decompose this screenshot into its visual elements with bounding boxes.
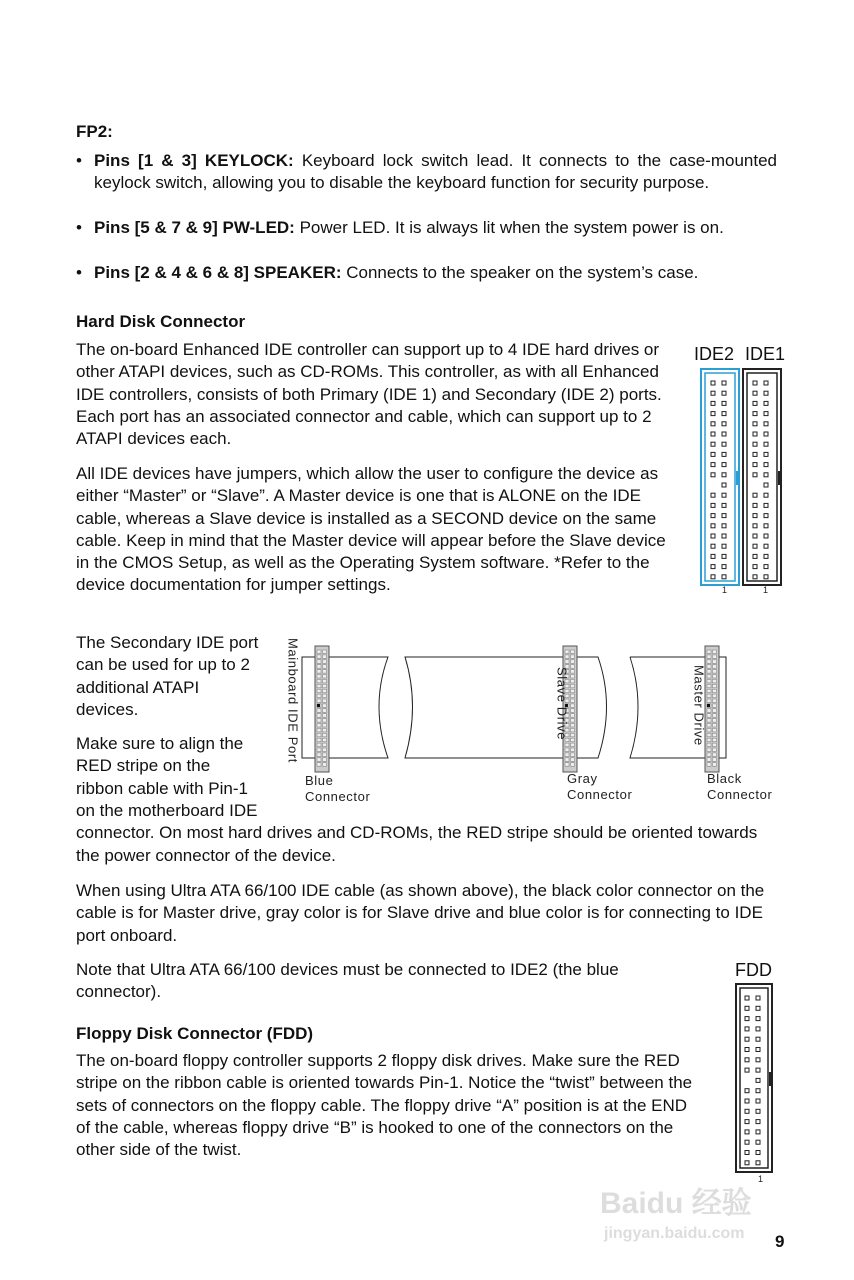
connector-pin: [571, 748, 575, 752]
pin: [756, 1048, 760, 1052]
connector-pin: [565, 655, 569, 659]
pin: [711, 575, 715, 579]
pin: [745, 1140, 749, 1144]
pin: [745, 1068, 749, 1072]
pin: [756, 1099, 760, 1103]
pin: [711, 514, 715, 518]
pin: [753, 452, 757, 456]
connector-pin: [323, 758, 327, 762]
connector-pin: [713, 660, 717, 664]
connector-inner: [705, 373, 735, 581]
pin: [764, 401, 768, 405]
connector-pin: [323, 704, 327, 708]
pin: [711, 534, 715, 538]
pin: [764, 432, 768, 436]
pin: [756, 1006, 760, 1010]
connector-pin: [323, 699, 327, 703]
ide1-connector: [743, 369, 781, 585]
connector-pin: [565, 650, 569, 654]
connector-inner: [747, 373, 777, 581]
pin: [722, 493, 726, 497]
pin: [753, 514, 757, 518]
connector-pin: [713, 704, 717, 708]
pin: [711, 432, 715, 436]
connector-pin: [323, 670, 327, 674]
pin: [722, 575, 726, 579]
connector-pin: [707, 650, 711, 654]
hdd-paragraph-2: All IDE devices have jumpers, which allow the user to configure the device as either “Master” or “Slave”. A Master device is one that is ALONE on the IDE cable, whereas a Slave device is installed as a SECOND device on the same cable. Keep in mind that the Master device will appear before the Slave device in the CMOS Setup, as well as the Operating System software. *Refer to the device documentation for jumper settings.: [76, 464, 666, 595]
connector-pin: [317, 733, 321, 737]
pin: [711, 381, 715, 385]
connector-pin: [707, 748, 711, 752]
connector-pin: [323, 724, 327, 728]
pin: [722, 514, 726, 518]
pin: [722, 544, 726, 548]
ide-connectors-diagram: [697, 366, 787, 598]
pin: [711, 463, 715, 467]
pin: [711, 452, 715, 456]
baidu-watermark-logo: [600, 1189, 752, 1219]
watermark-url: jingyan.baidu.com: [604, 1225, 745, 1242]
pin: [753, 412, 757, 416]
pin: [753, 575, 757, 579]
pin: [711, 544, 715, 548]
pin: [756, 1058, 760, 1062]
connector-pin: [323, 753, 327, 757]
pin: [722, 391, 726, 395]
connector-pin: [713, 753, 717, 757]
pin: [711, 391, 715, 395]
pin: [711, 422, 715, 426]
pin: [753, 503, 757, 507]
fdd-label: FDD: [735, 960, 772, 980]
label-line: Connector: [707, 787, 773, 802]
gray-connector-label: [567, 771, 632, 803]
pin: [722, 452, 726, 456]
pin: [756, 1027, 760, 1031]
pin: [753, 381, 757, 385]
connector-pin: [571, 758, 575, 762]
connector-inner: [740, 988, 768, 1168]
fdd-connector-diagram: [734, 982, 776, 1174]
connector-outer: [743, 369, 781, 585]
watermark-cn: 经验: [691, 1187, 752, 1220]
pin: [745, 1151, 749, 1155]
pin: [764, 514, 768, 518]
connector-pin: [323, 655, 327, 659]
pin: [745, 1161, 749, 1165]
pin: [711, 493, 715, 497]
pin: [756, 1078, 760, 1082]
connector-pin: [713, 694, 717, 698]
connector-pin: [565, 748, 569, 752]
pin: [722, 503, 726, 507]
pin: [756, 1120, 760, 1124]
label-line: Connector: [567, 787, 633, 802]
connector-pin: [713, 684, 717, 688]
connector-pin: [713, 650, 717, 654]
connector-pin: [323, 684, 327, 688]
connector-pin: [571, 655, 575, 659]
pin: [745, 1130, 749, 1134]
connector-pin: [317, 660, 321, 664]
pin: [722, 432, 726, 436]
connector-pin: [323, 763, 327, 767]
mainboard-ide-port-label: Mainboard IDE Port: [285, 638, 301, 763]
pin: [711, 473, 715, 477]
pin: [764, 575, 768, 579]
connector-pin: [707, 763, 711, 767]
connector-pin: [317, 670, 321, 674]
pin: [756, 1161, 760, 1165]
pin: [722, 381, 726, 385]
hdd-paragraph-5: When using Ultra ATA 66/100 IDE cable (as shown above), the black color connector on the cable is for Master drive, gray color is for Slave drive and blue color is for connecting to IDE port onboard.: [76, 881, 765, 945]
pin: [722, 412, 726, 416]
pin: [764, 544, 768, 548]
slave-drive-label: Slave Drive: [554, 667, 570, 741]
label-line: Black: [707, 771, 742, 786]
connector-pin: [317, 655, 321, 659]
pin: [745, 1017, 749, 1021]
connector-pin: [713, 709, 717, 713]
fdd-heading: Floppy Disk Connector (FDD): [76, 1024, 314, 1043]
pin: [764, 381, 768, 385]
connector-pin: [571, 753, 575, 757]
connector-pin: [323, 733, 327, 737]
pin: [764, 483, 768, 487]
pin: [764, 473, 768, 477]
bullet-label: Pins [5 & 7 & 9] PW-LED:: [94, 218, 295, 237]
hdd-paragraph-1: The on-board Enhanced IDE controller can support up to 4 IDE hard drives or other ATAPI devices, such as CD-ROMs. This controller, as with all Enhanced IDE controllers, consists of both Primary (IDE 1) and Secondary (IDE 2) ports. Each port has an associated connector and cable, which can support up to 2 ATAPI devices each.: [76, 340, 662, 449]
connector-pin: [317, 753, 321, 757]
pin: [722, 524, 726, 528]
pin: [764, 412, 768, 416]
connector-pin: [323, 748, 327, 752]
connector-pin: [571, 660, 575, 664]
connector-pin: [713, 689, 717, 693]
connector-pin: [317, 684, 321, 688]
pin: [745, 1058, 749, 1062]
connector-pin: [323, 650, 327, 654]
pin: [753, 493, 757, 497]
connector-pin: [713, 665, 717, 669]
connector-pin: [571, 650, 575, 654]
connector-pin: [317, 738, 321, 742]
pin: [764, 493, 768, 497]
pin: [753, 534, 757, 538]
bullet-text: Power LED. It is always lit when the system power is on.: [299, 218, 724, 237]
hdd-heading: Hard Disk Connector: [76, 312, 246, 331]
connector-pin: [317, 650, 321, 654]
connector-pin: [713, 719, 717, 723]
connector-pin: [707, 660, 711, 664]
pin: [745, 1027, 749, 1031]
pin: [711, 565, 715, 569]
pin: [753, 391, 757, 395]
connector-pin: [317, 714, 321, 718]
connector-pin: [317, 665, 321, 669]
connector-pin: [317, 699, 321, 703]
connector-pin: [317, 689, 321, 693]
pin: [756, 1140, 760, 1144]
pin: [745, 1109, 749, 1113]
pin: [753, 422, 757, 426]
ide2-label: IDE2: [694, 344, 735, 364]
connector-pin: [317, 748, 321, 752]
connector-pin: [323, 689, 327, 693]
hdd-paragraph-4: Make sure to align the RED stripe on the ribbon cable with Pin-1 on the motherboard IDE connector. On most hard drives and CD-ROMs, the RED stripe should be oriented towards the power connector of the device.: [76, 734, 758, 865]
connector-pin: [713, 724, 717, 728]
connector-pin: [565, 763, 569, 767]
pin: [753, 554, 757, 558]
connector-pin: [317, 694, 321, 698]
pin: [753, 544, 757, 548]
pin: [711, 503, 715, 507]
connector-pin: [713, 738, 717, 742]
connector-pin: [565, 753, 569, 757]
bullet-text: Keyboard lock switch lead. It connects to the case-mounted keylock switch, allowing you to disable the keyboard function for security purpose.: [94, 151, 777, 193]
connector-key-notch: [778, 471, 781, 485]
blue-connector-label: [305, 773, 370, 805]
pin: [753, 401, 757, 405]
connector-pin: [323, 714, 327, 718]
pin: [711, 524, 715, 528]
connector-outer: [701, 369, 739, 585]
bullet-text: Connects to the speaker on the system’s case.: [346, 263, 699, 282]
connector-key-notch: [769, 1072, 772, 1086]
pin: [753, 463, 757, 467]
bullet-label: Pins [2 & 4 & 6 & 8] SPEAKER:: [94, 263, 342, 282]
pin: [764, 503, 768, 507]
pin: [756, 1109, 760, 1113]
connector-pin: [713, 758, 717, 762]
connector-pin: [713, 675, 717, 679]
pin: [745, 1120, 749, 1124]
connector-pin: [323, 665, 327, 669]
fdd-pin1-label: 1: [758, 1174, 764, 1184]
connector-pin: [317, 743, 321, 747]
connector-pin: [323, 738, 327, 742]
pin: [722, 483, 726, 487]
pin: [722, 442, 726, 446]
pin: [764, 463, 768, 467]
connector-pin: [317, 728, 321, 732]
pin: [753, 524, 757, 528]
connector-pin: [713, 670, 717, 674]
connector-pin: [317, 763, 321, 767]
connector-pin: [317, 679, 321, 683]
pin: [756, 1017, 760, 1021]
pin: [711, 401, 715, 405]
pin: [722, 534, 726, 538]
ide2-pin1-label: 1: [722, 585, 728, 595]
pin: [711, 554, 715, 558]
pin: [722, 554, 726, 558]
page-number: 9: [775, 1232, 785, 1251]
bullet-keylock: • Pins [1 & 3] KEYLOCK: Keyboard lock switch lead. It connects to the case-mounted keylock switch, allowing you to disable the keyboard function for security purpose.: [76, 151, 777, 193]
label-line: Blue: [305, 773, 334, 788]
watermark-brand: Baidu: [600, 1187, 684, 1220]
pin1-marker: [317, 704, 320, 707]
ide2-connector: [701, 369, 739, 585]
hdd-paragraph-3: The Secondary IDE port can be used for up to 2 additional ATAPI devices.: [76, 633, 259, 719]
pin: [711, 442, 715, 446]
connector-pin: [565, 758, 569, 762]
bullet-label: Pins [1 & 3] KEYLOCK:: [94, 151, 294, 170]
pin: [756, 1068, 760, 1072]
fdd-paragraph: The on-board floppy controller supports 2 floppy disk drives. Make sure the RED stripe on the ribbon cable is oriented towards Pin-1. Notice the “twist” between the sets of connectors on the floppy cable. The floppy drive “A” position is at the END of the cable, whereas floppy drive “B” is hooked to one of the connectors on the other side of the twist.: [76, 1051, 693, 1160]
pin: [745, 1006, 749, 1010]
pin: [722, 401, 726, 405]
pin: [756, 1037, 760, 1041]
connector-outer: [736, 984, 772, 1172]
pin: [764, 442, 768, 446]
connector-pin: [565, 743, 569, 747]
connector-pin: [317, 675, 321, 679]
connector-pin: [713, 748, 717, 752]
connector-pin: [713, 699, 717, 703]
connector-key-notch: [736, 471, 739, 485]
pin: [745, 1089, 749, 1093]
connector-pin: [571, 763, 575, 767]
connector-pin: [571, 743, 575, 747]
pin: [745, 1099, 749, 1103]
hdd-paragraph-6: Note that Ultra ATA 66/100 devices must be connected to IDE2 (the blue connector).: [76, 960, 619, 1002]
connector-pin: [317, 758, 321, 762]
pin: [764, 391, 768, 395]
connector-pin: [317, 719, 321, 723]
pin: [756, 1151, 760, 1155]
connector-pin: [713, 743, 717, 747]
connector-pin: [713, 728, 717, 732]
pin: [745, 1037, 749, 1041]
pin: [745, 1048, 749, 1052]
pin: [764, 534, 768, 538]
connector-pin: [707, 655, 711, 659]
connector-pin: [323, 709, 327, 713]
connector-pin: [317, 709, 321, 713]
pin: [722, 473, 726, 477]
pin: [756, 1130, 760, 1134]
pin: [756, 996, 760, 1000]
pin: [745, 996, 749, 1000]
pin: [722, 422, 726, 426]
connector-pin: [713, 763, 717, 767]
ide1-pin1-label: 1: [763, 585, 769, 595]
connector-pin: [323, 719, 327, 723]
pin: [753, 432, 757, 436]
pin: [722, 463, 726, 467]
connector-pin: [707, 753, 711, 757]
connector-pin: [323, 694, 327, 698]
connector-pin: [323, 675, 327, 679]
pin: [764, 422, 768, 426]
connector-pin: [323, 660, 327, 664]
connector-pin: [323, 679, 327, 683]
pin: [764, 524, 768, 528]
pin: [764, 565, 768, 569]
connector-pin: [323, 743, 327, 747]
pin: [756, 1089, 760, 1093]
connector-pin: [713, 733, 717, 737]
pin: [753, 473, 757, 477]
pin: [711, 412, 715, 416]
label-line: Connector: [305, 789, 371, 804]
master-drive-label: Master Drive: [691, 665, 707, 746]
connector-pin: [713, 714, 717, 718]
connector-pin: [565, 660, 569, 664]
connector-pin: [317, 724, 321, 728]
ide1-label: IDE1: [745, 344, 786, 364]
pin: [722, 565, 726, 569]
connector-pin: [323, 728, 327, 732]
bullet-pwled: • Pins [5 & 7 & 9] PW-LED: Power LED. It is always lit when the system power is on.: [76, 218, 724, 237]
black-connector-label: [707, 771, 772, 803]
pin: [764, 452, 768, 456]
connector-pin: [713, 679, 717, 683]
connector-pin: [707, 758, 711, 762]
bullet-speaker: • Pins [2 & 4 & 6 & 8] SPEAKER: Connects to the speaker on the system’s case.: [76, 263, 699, 282]
pin: [753, 442, 757, 446]
pin: [764, 554, 768, 558]
label-line: Gray: [567, 771, 598, 786]
connector-pin: [713, 655, 717, 659]
pin: [753, 565, 757, 569]
fp2-heading: FP2:: [76, 122, 113, 141]
